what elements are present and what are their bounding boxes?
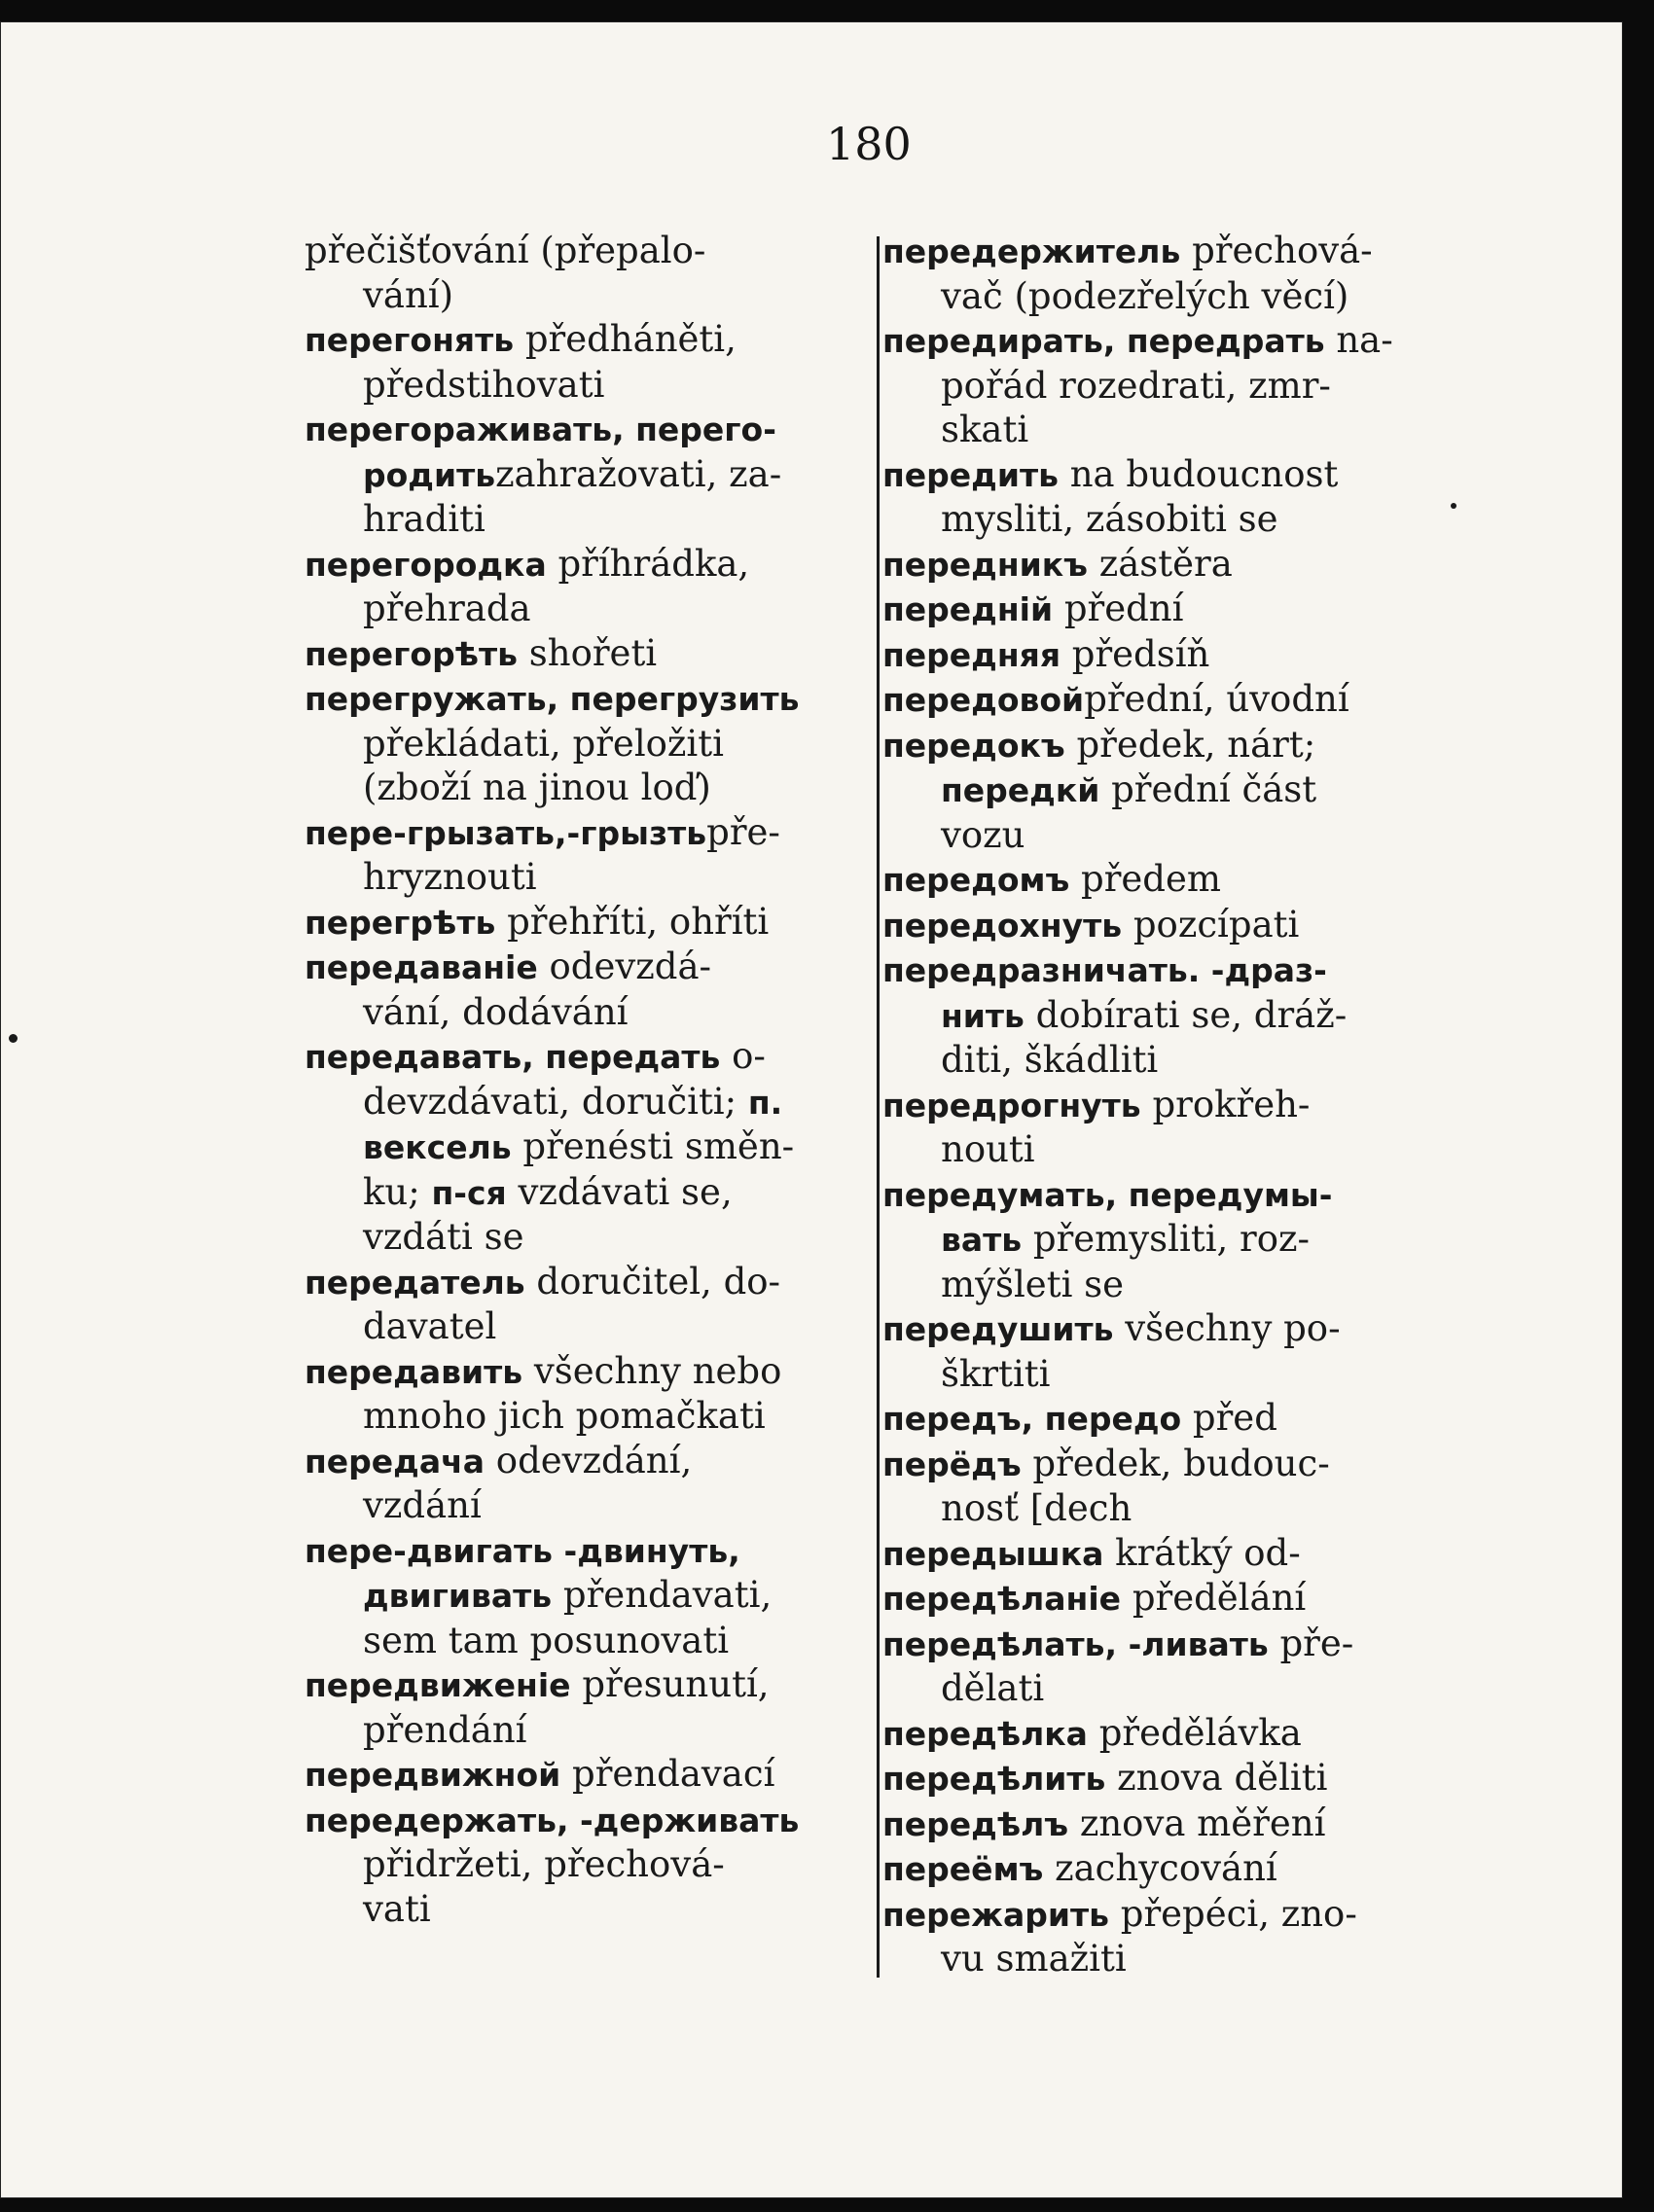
translation: všechny po-	[1113, 1307, 1341, 1349]
dictionary-entry	[882, 723, 1437, 858]
translation: prokřeh-	[1140, 1083, 1311, 1125]
entry-line	[882, 542, 1437, 588]
translation: přední část	[1099, 768, 1317, 810]
translation: na-	[1324, 319, 1393, 361]
headword: п.	[747, 1083, 783, 1122]
entry-line	[305, 1662, 859, 1708]
entry-line	[882, 1802, 1437, 1847]
entry-line	[882, 1531, 1437, 1577]
translation: devzdávati, doručiti;	[363, 1080, 748, 1123]
entry-line	[305, 1304, 859, 1349]
translation: předělání	[1121, 1577, 1307, 1619]
entry-line	[882, 947, 1437, 993]
entry-line	[882, 229, 1437, 274]
headword: передача	[305, 1442, 485, 1481]
headword: передержитель	[882, 232, 1181, 270]
entry-line	[882, 1711, 1437, 1757]
translation: odevzdá-	[537, 945, 712, 987]
translation: před	[1181, 1397, 1277, 1439]
entry-line	[305, 273, 859, 318]
translation: předháněti,	[514, 318, 737, 360]
entry-line	[305, 1573, 859, 1619]
entry-line	[305, 722, 859, 767]
translation: na budoucnost	[1058, 452, 1339, 495]
entry-line	[882, 857, 1437, 903]
entry-line	[305, 855, 859, 900]
dictionary-entry	[305, 810, 859, 900]
headword: передаваніе	[305, 948, 538, 986]
entry-line	[882, 1083, 1437, 1128]
headword: перегрѣть	[305, 903, 496, 942]
dictionary-entry	[882, 1892, 1437, 1981]
entry-line	[882, 364, 1437, 409]
entry-line	[882, 1442, 1437, 1487]
entry-line	[305, 1887, 859, 1932]
translation: krátký od-	[1103, 1531, 1301, 1574]
translation: předem	[1069, 858, 1221, 900]
headword: передавить	[305, 1352, 523, 1391]
headword: нить	[941, 996, 1025, 1035]
dictionary-entry	[305, 1349, 859, 1439]
dictionary-entry	[882, 1846, 1437, 1892]
translation: vzdáti se	[363, 1216, 524, 1258]
translation: vu smažiti	[941, 1938, 1127, 1980]
entry-line	[305, 990, 859, 1035]
translation: mýšleti se	[941, 1263, 1125, 1305]
entry-line	[882, 1172, 1437, 1218]
dictionary-entry	[305, 1034, 859, 1260]
entry-line	[882, 1217, 1437, 1263]
headword: перегружать, перегрузить	[305, 680, 800, 718]
headword: передкй	[941, 771, 1100, 809]
headword: передрогнуть	[882, 1086, 1141, 1124]
translation: vati	[363, 1887, 431, 1930]
translation: pořád rozedrati, zmr-	[941, 364, 1331, 407]
translation: škrtiti	[941, 1352, 1051, 1395]
translation: sem tam posunovati	[363, 1619, 730, 1661]
entry-line	[305, 317, 859, 363]
headword: передомъ	[882, 861, 1070, 899]
headword: передатель	[305, 1263, 525, 1302]
headword: перегорѣть	[305, 634, 518, 673]
entry-line	[882, 1396, 1437, 1442]
translation: nosť [dech	[941, 1487, 1133, 1529]
translation: vání, dodávání	[363, 990, 629, 1033]
entry-line	[305, 1708, 859, 1753]
headword: передѣланіе	[882, 1580, 1122, 1618]
headword: передышка	[882, 1534, 1104, 1573]
page-number: 180	[826, 118, 912, 170]
entry-line	[882, 813, 1437, 858]
dictionary-entry	[882, 1083, 1437, 1172]
headword: передирать, передрать	[882, 322, 1325, 360]
translation: vzdávati se,	[506, 1170, 733, 1213]
translation: vozu	[941, 813, 1025, 856]
right-column	[882, 229, 1437, 1981]
translation: vání)	[363, 273, 454, 316]
entry-line	[305, 1752, 859, 1798]
speck-mark	[1451, 503, 1456, 509]
translation: o-	[720, 1035, 766, 1077]
translation: přendavati,	[552, 1574, 773, 1616]
dictionary-entry	[305, 945, 859, 1034]
entry-line	[882, 497, 1437, 542]
translation: vač (podezřelých věcí)	[941, 274, 1349, 317]
dictionary-entry	[882, 1531, 1437, 1577]
entry-line	[305, 1260, 859, 1305]
translation: skati	[941, 409, 1029, 450]
entry-line	[305, 1798, 859, 1843]
translation: přepéci, zno-	[1109, 1892, 1357, 1935]
headword: передохнуть	[882, 906, 1123, 945]
dictionary-entry	[305, 407, 859, 542]
dictionary-entry	[882, 1442, 1437, 1531]
entry-line	[882, 1937, 1437, 1981]
entry-line	[305, 1528, 859, 1574]
translation: přemysliti, roz-	[1022, 1218, 1311, 1260]
translation: přední	[1053, 588, 1184, 629]
headword: п-ся	[431, 1173, 507, 1212]
entry-line	[882, 1038, 1437, 1083]
dictionary-entry	[882, 318, 1437, 452]
entry-line	[305, 587, 859, 631]
headword: передразничать. -драз-	[882, 951, 1327, 989]
translation: zahražovati, za-	[495, 452, 782, 495]
translation: dobírati se, dráž-	[1024, 993, 1348, 1036]
dictionary-entry	[305, 542, 859, 631]
dictionary-entry	[305, 1528, 859, 1663]
entry-line	[305, 1080, 859, 1125]
dictionary-entry	[305, 1752, 859, 1798]
entry-line	[882, 452, 1437, 498]
translation: předělávka	[1087, 1711, 1302, 1754]
dictionary-entry	[882, 1396, 1437, 1442]
translation: předsíň	[1061, 632, 1210, 675]
translation: nouti	[941, 1128, 1035, 1170]
entry-line	[882, 677, 1437, 723]
translation: ku;	[363, 1170, 432, 1213]
dictionary-entry	[305, 317, 859, 407]
translation: překládati, přeložiti	[363, 722, 724, 765]
translation: zástěra	[1087, 542, 1233, 585]
entry-line	[305, 1215, 859, 1260]
translation: přesunutí,	[570, 1663, 770, 1705]
column-divider	[877, 236, 880, 1978]
translation: hryznouti	[363, 856, 537, 898]
dictionary-entry	[305, 900, 859, 945]
entry-line	[882, 1352, 1437, 1397]
entry-line	[305, 945, 859, 990]
translation: přendavací	[560, 1753, 775, 1795]
headword: передавать, передать	[305, 1038, 721, 1076]
translation: dělati	[941, 1667, 1045, 1709]
entry-line	[882, 993, 1437, 1039]
left-column	[305, 229, 859, 1931]
dictionary-entry	[882, 677, 1437, 723]
translation: přendání	[363, 1708, 527, 1751]
entry-line	[305, 1483, 859, 1528]
headword: вать	[941, 1221, 1023, 1259]
translation: přehříti, ohříti	[495, 900, 770, 943]
headword: передержать, -держивать	[305, 1801, 800, 1839]
headword: передвиженіе	[305, 1666, 571, 1704]
translation: vzdání	[363, 1484, 482, 1526]
translation: pře-	[706, 810, 780, 853]
dictionary-entry	[882, 1711, 1437, 1757]
translation: předstihovati	[363, 363, 605, 406]
headword: передушить	[882, 1310, 1114, 1348]
translation: zachycování	[1043, 1847, 1277, 1889]
dictionary-entry	[305, 1260, 859, 1349]
entry-line	[882, 1666, 1437, 1711]
headword: двигивать	[363, 1577, 553, 1615]
headword: вексель	[363, 1128, 512, 1166]
headword: перегородка	[305, 545, 547, 584]
headword: передокъ	[882, 726, 1065, 765]
entry-line	[305, 676, 859, 722]
headword: передѣлать, -ливать	[882, 1624, 1269, 1663]
headword: передъ, передо	[882, 1400, 1182, 1438]
dictionary-entry	[305, 1662, 859, 1752]
dictionary-entry	[882, 903, 1437, 948]
entry-line	[882, 318, 1437, 364]
headword: переёмъ	[882, 1850, 1044, 1888]
translation: znova děliti	[1105, 1757, 1328, 1799]
translation: přední, úvodní	[1084, 678, 1349, 720]
entry-line	[305, 1842, 859, 1887]
entry-line	[882, 1756, 1437, 1802]
dictionary-entry	[882, 1802, 1437, 1847]
translation: přenésti směn-	[511, 1125, 795, 1167]
dictionary-entry	[882, 1622, 1437, 1711]
translation: pře-	[1268, 1622, 1354, 1664]
headword: передникъ	[882, 545, 1088, 584]
translation: davatel	[363, 1305, 497, 1347]
speck-mark	[9, 1034, 18, 1043]
dictionary-entry	[882, 947, 1437, 1083]
entry-line	[305, 1394, 859, 1439]
headword: передняя	[882, 635, 1061, 674]
entry-line	[305, 810, 859, 856]
headword: передвижной	[305, 1756, 561, 1794]
entry-line	[882, 1486, 1437, 1531]
entry-line	[305, 631, 859, 677]
entry-line	[882, 408, 1437, 452]
headword: родить	[363, 455, 496, 494]
entry-line	[305, 452, 859, 498]
dictionary-entry	[305, 676, 859, 810]
headword: передить	[882, 455, 1059, 494]
headword: передѣлъ	[882, 1804, 1069, 1843]
entry-line	[305, 497, 859, 542]
translation: doručitel, do-	[524, 1260, 781, 1302]
translation: znova měření	[1068, 1802, 1326, 1844]
headword: передній	[882, 590, 1054, 628]
dictionary-entry	[882, 229, 1437, 318]
entry-line	[305, 900, 859, 945]
dictionary-entry	[882, 452, 1437, 542]
entry-line	[882, 767, 1437, 813]
dictionary-entry	[882, 857, 1437, 903]
entry-line	[305, 407, 859, 452]
translation: mysliti, zásobiti se	[941, 498, 1278, 540]
translation: přechová-	[1180, 230, 1373, 271]
entry-line	[305, 1124, 859, 1170]
headword: пережарить	[882, 1895, 1110, 1934]
entry-line	[305, 542, 859, 588]
dictionary-entry	[305, 631, 859, 677]
dictionary-entry	[882, 1576, 1437, 1622]
entry-line	[882, 1892, 1437, 1938]
translation: přidržeti, přechová-	[363, 1843, 725, 1885]
headword: пере-грызать,-грызть	[305, 813, 707, 852]
entry-line	[882, 1306, 1437, 1352]
translation: (zboží na jinou loď)	[363, 767, 711, 808]
headword: перегораживать, перего-	[305, 410, 776, 448]
entry-line	[305, 1170, 859, 1216]
dictionary-entry	[882, 632, 1437, 678]
translation: příhrádka,	[546, 542, 750, 585]
entry-line	[305, 1619, 859, 1663]
translation: odevzdání,	[485, 1439, 693, 1481]
entry-line	[882, 1127, 1437, 1172]
dictionary-entry	[305, 1798, 859, 1932]
translation: shořeti	[518, 631, 658, 674]
entry-line	[882, 1622, 1437, 1667]
entry-line	[882, 723, 1437, 768]
translation: pozcípati	[1122, 903, 1300, 945]
translation: diti, škádliti	[941, 1039, 1159, 1081]
translation: předek, budouc-	[1021, 1442, 1330, 1484]
headword: пере-двигать -двинуть,	[305, 1531, 740, 1570]
dictionary-entry	[882, 1306, 1437, 1396]
entry-line	[305, 1349, 859, 1395]
headword: передѣлка	[882, 1714, 1088, 1753]
translation: předek, nárt;	[1064, 723, 1316, 766]
dictionary-entry	[882, 1172, 1437, 1307]
translation: přehrada	[363, 588, 531, 629]
translation: všechny nebo	[522, 1349, 782, 1392]
dictionary-entry	[305, 229, 859, 317]
entry-line	[882, 1846, 1437, 1892]
entry-line	[882, 903, 1437, 948]
headword: передовой	[882, 681, 1085, 719]
entry-line	[305, 766, 859, 810]
entry-line	[882, 632, 1437, 678]
dictionary-entry	[882, 1756, 1437, 1802]
headword: перёдъ	[882, 1445, 1022, 1483]
headword: перегонять	[305, 321, 515, 359]
dictionary-entry	[305, 1439, 859, 1528]
dictionary-page	[0, 21, 1623, 2198]
headword: передумать, передумы-	[882, 1175, 1333, 1214]
dictionary-entry	[882, 542, 1437, 588]
entry-line	[882, 274, 1437, 319]
entry-line	[305, 229, 859, 273]
entry-line	[882, 1263, 1437, 1307]
entry-line	[305, 363, 859, 408]
entry-line	[882, 587, 1437, 632]
translation: mnoho jich pomačkati	[363, 1395, 766, 1437]
entry-line	[882, 1576, 1437, 1622]
headword: передѣлить	[882, 1760, 1106, 1798]
entry-line	[305, 1439, 859, 1484]
dictionary-entry	[882, 587, 1437, 632]
translation: přečišťování (přepalo-	[305, 230, 706, 271]
entry-line	[305, 1034, 859, 1080]
translation: hraditi	[363, 498, 485, 540]
